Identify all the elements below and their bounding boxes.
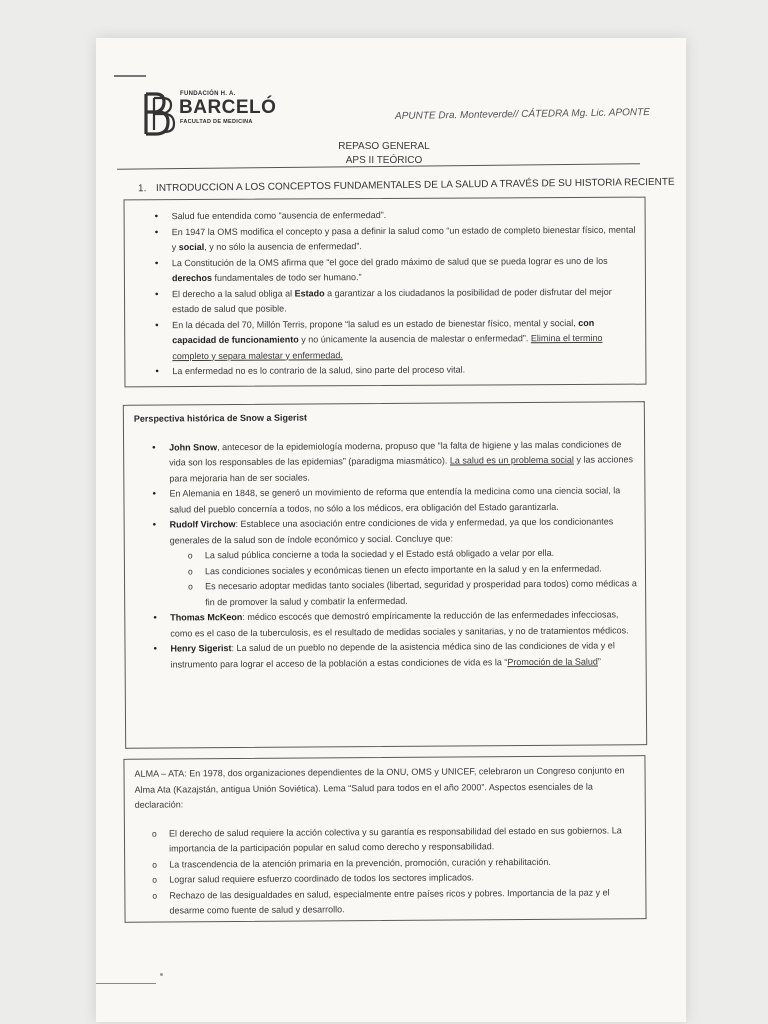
list-item <box>172 253 637 286</box>
scan-speck <box>160 973 163 976</box>
item-text: Rechazo de las desigualdades en salud, especialmente entre países ricos y pobres. Importancia de la paz y el desarme como fuente de salud y desarrollo. <box>169 886 610 916</box>
item-text: y las acciones para mejoraria han de ser sociales. <box>169 454 633 484</box>
historical-perspective-box <box>123 401 647 749</box>
person-name: Thomas McKeon <box>170 611 243 623</box>
person-name: Rudolf Virchow <box>169 519 236 530</box>
item-text: a garantizar a los ciudadanos la posibilidad de poder disfrutar del mejor estado de salud que posible. <box>172 286 612 315</box>
person-name: Henry Sigerist <box>170 643 232 654</box>
item-text: La Constitución de la OMS afirma que “el goce del grado máximo de salud que se pueda lograr es uno de los <box>171 255 608 268</box>
list-item <box>172 222 637 255</box>
item-text: La salud pública concierne a toda la sociedad y el Estado está obligado a velar por ella. <box>204 547 555 561</box>
alma-ata-intro <box>124 756 644 813</box>
barcelo-logo-icon <box>142 92 174 134</box>
item-bold: social <box>178 241 205 253</box>
list-item <box>170 607 637 641</box>
item-text: ” <box>597 655 601 667</box>
item-underline: Promoción de la Salud <box>507 656 598 667</box>
item-text: En 1947 la OMS modifica el concepto y pasa a definir la salud como “un estado de completo bienestar físico, mental y <box>171 224 636 253</box>
box-heading: Perspectiva histórica de Snow a Sigerist <box>133 412 308 424</box>
scan-mark-top <box>114 75 146 77</box>
document-subtitle: APS II TEÓRICO <box>345 155 423 166</box>
logo-glyph-icon <box>142 92 176 136</box>
declaration-list <box>125 810 646 920</box>
document-title: REPASO GENERAL <box>338 141 430 152</box>
brand-name: BARCELÓ <box>179 97 277 118</box>
historical-list <box>124 424 646 673</box>
item-text: El derecho de salud requiere la acción colectiva y su garantía es responsabilidad del estado en sus gobiernos. La importancia de la participación popular en salud como derecho y responsabilidad. <box>168 824 622 854</box>
item-text: : médico escocés que demostró empíricamente la reducción de las enfermedades infecciosas, como es el caso de la tuberculosis, es el resultado de medidas sociales y sanitarias, y no de tratamientos médicos. <box>170 609 629 638</box>
list-item <box>169 483 636 517</box>
section-number: 1. <box>137 183 147 195</box>
list-item <box>172 315 637 364</box>
virchow-conclusions <box>170 545 637 610</box>
alma-ata-box <box>123 755 646 923</box>
item-underline: La salud es un problema social <box>449 454 574 466</box>
item-bold: con capacidad de funcionamiento <box>172 317 595 346</box>
list-item <box>172 362 637 380</box>
item-text: El derecho a la salud obliga al <box>171 287 295 299</box>
list-item <box>169 885 637 919</box>
list-item <box>169 437 636 487</box>
item-text: En Alemania en 1848, se generó un movimiento de reforma que entendía la medicina como una ciencia social, la salud del pueblo concernía a todos, no sólo a los médicos, era obligación del Estado garantizarla. <box>169 485 621 515</box>
list-item <box>169 823 637 857</box>
scan-mark-bottom <box>96 983 156 984</box>
sub-item <box>205 576 637 610</box>
item-bold: derechos <box>171 272 212 284</box>
health-concepts-list <box>125 198 646 380</box>
intro-lead: ALMA – ATA: <box>134 768 187 779</box>
faculty-label: FACULTAD DE MEDICINA <box>180 119 253 125</box>
item-text: , antecesor de la epidemiología moderna, propuso que “la falta de higiene y las malas condiciones de vida son los responsables de las epidemias” (paradigma miasmático). <box>169 438 622 468</box>
item-text: La enfermedad no es lo contrario de la salud, sino parte del proceso vital. <box>172 364 466 377</box>
item-text: : Establece una asociación entre condiciones de vida y enfermedad, ya que los condicionantes generales de la salud son de índole económico y social. Concluye que: <box>169 516 614 546</box>
person-name: John Snow <box>169 441 218 453</box>
item-text: En la década del 70, Millón Terris, propone “la salud es un estado de bienestar físico, mental y social, <box>172 317 579 330</box>
item-text: Es necesario adoptar medidas tanto sociales (libertad, seguridad y prosperidad para todos) como médicas a fin de promover la salud y combatir la enfermedad. <box>205 578 637 607</box>
list-item <box>170 514 638 610</box>
item-text: Salud fue entendida como “ausencia de enfermedad”. <box>171 209 387 222</box>
item-text: Lograr salud requiere esfuerzo coordinado de todos los sectores implicados. <box>169 872 474 885</box>
item-text: , y no sólo la ausencia de enfermedad”. <box>204 241 362 252</box>
foundation-label: FUNDACIÓN H. A. <box>180 91 236 97</box>
item-underline: Elimina el termino completo y separa malestar y enfermedad. <box>172 332 603 361</box>
section-heading-text: INTRODUCCION A LOS CONCEPTOS FUNDAMENTALES DE LA SALUD A TRAVÉS DE SU HISTORIA RECIENTE <box>155 176 675 195</box>
item-text: y no únicamente la ausencia de malestar o enfermedad”. <box>298 333 531 345</box>
item-text: fundamentales de todo ser humano.” <box>211 272 362 283</box>
list-item <box>172 284 637 317</box>
item-text: Las condiciones sociales y económicas tienen un efecto importante en la salud y en la enfermedad. <box>204 562 602 576</box>
intro-text: En 1978, dos organizaciones dependientes de la ONU, OMS y UNICEF, celebraron un Congreso conjunto en Alma Ata (Kazajstán, antigua Unión Soviética). Lema “Salud para todos en el año 2000”. Aspectos esenciales de la declaración: <box>134 765 625 810</box>
item-bold: Estado <box>294 287 325 298</box>
item-text: La trascendencia de la atención primaria en la prevención, promoción, curación y rehabilitación. <box>169 856 551 870</box>
health-concepts-box <box>124 197 647 388</box>
list-item <box>170 638 637 672</box>
author-line: APUNTE Dra. Monteverde// CÁTEDRA Mg. Lic. APONTE <box>394 106 650 123</box>
item-text: : La salud de un pueblo no depende de la asistencia médica sino de las condiciones de vida y el instrumento para lograr el acceso de la población a estas condiciones de vida es la “ <box>170 640 615 669</box>
